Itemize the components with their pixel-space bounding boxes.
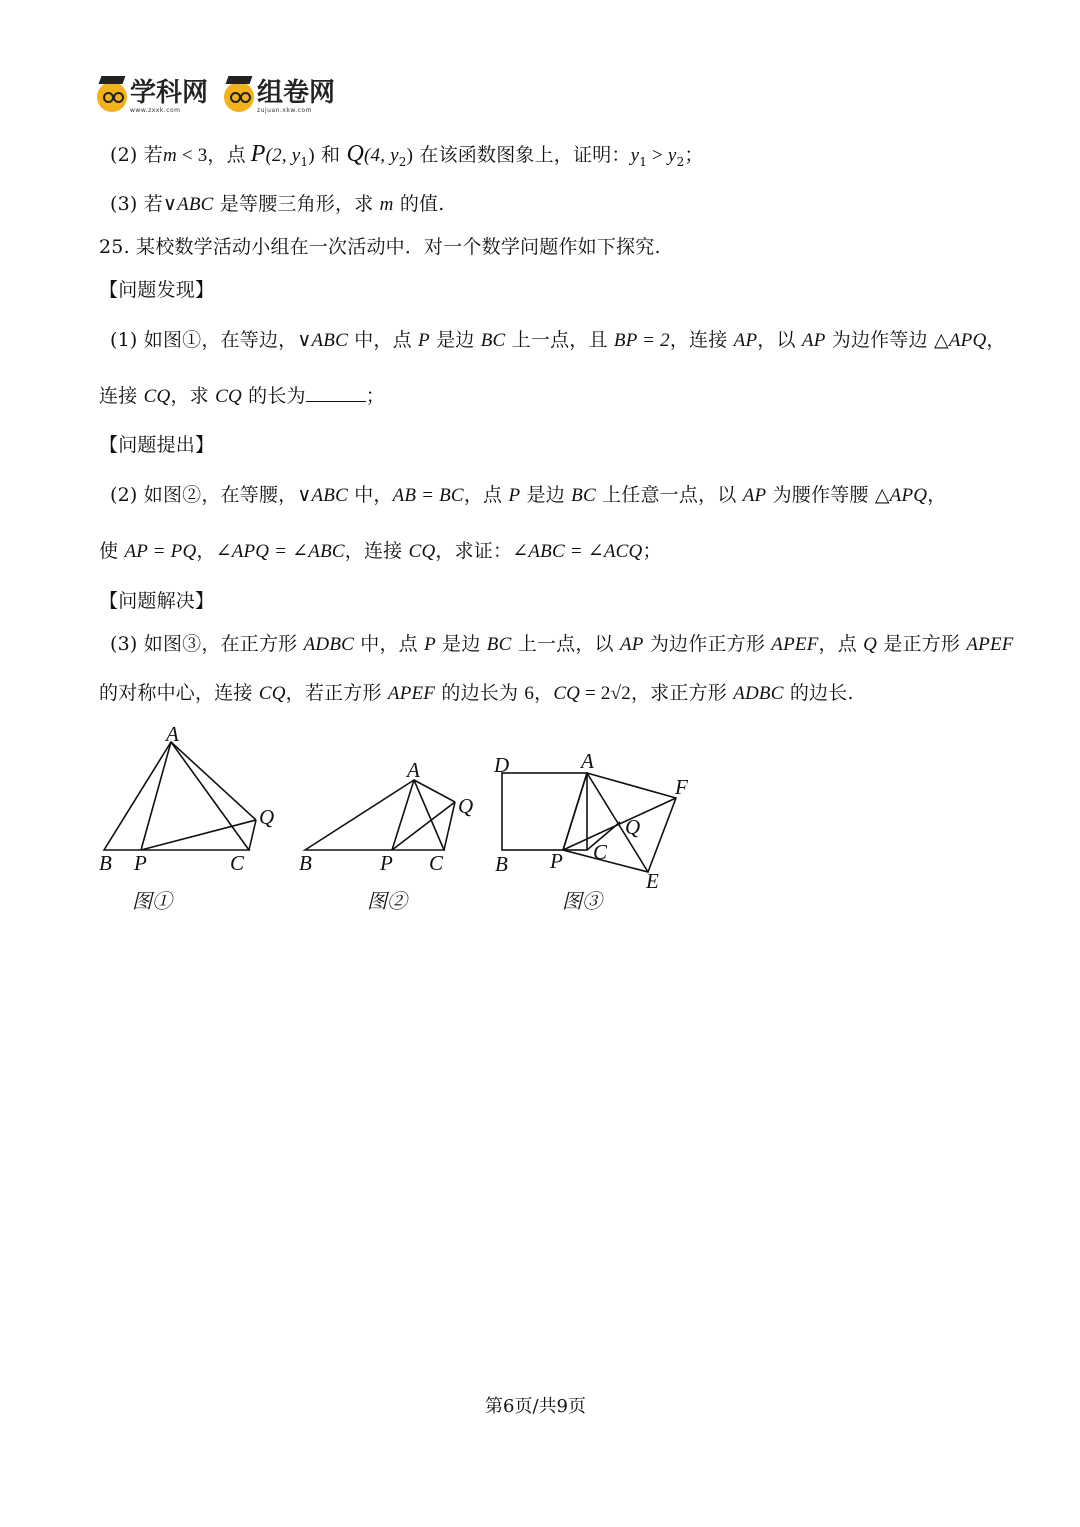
fig3-label-p: P [550,849,563,873]
fig3-label-q: Q [625,815,641,839]
section-heading-proposal: 【问题提出】 [99,434,215,456]
q25-intro: 25. 某校数学活动小组在一次活动中．对一个数学问题作如下探究. [99,236,661,258]
q25-part2-line1: (2) 如图②，在等腰，∨ABC 中，AB = BC，点 P 是边 BC 上任意一点，以 AP 为腰作等腰 △APQ， [110,484,947,506]
q24-part3: (3) 若∨ABC 是等腰三角形，求 m 的值. [110,193,445,215]
fig3-label-e: E [646,869,659,893]
fig2-label-p: P [380,851,393,875]
fig3-label-a: A [581,749,594,773]
q25-part1-line1: (1) 如图①，在等边，∨ABC 中，点 P 是边 BC 上一点，且 BP = 2，连接 AP，以 AP 为边作等边 △APQ， [110,329,1006,351]
figure-1 [104,742,256,850]
q24-part2: (2) 若m < 3，点 P(2, $y_1$) 和 Q(4, $y_2$) 在该函数图象上，证明：$y_1 > y_2$； [110,141,704,169]
fig2-label-c: C [429,851,444,875]
mascot-icon [224,82,254,112]
fig3-label-b: B [495,852,508,876]
q25-part1-line2: 连接 CQ，求 CQ 的长为 ； [99,385,385,407]
mascot-icon [97,82,127,112]
section-heading-solution: 【问题解决】 [99,590,215,612]
figure-2 [305,780,455,850]
logo-url: www.zxxk.com [130,107,181,114]
header-logos [97,80,335,114]
logo-xueke [97,80,208,114]
q25-part2-line2: 使 AP = PQ，∠APQ = ∠ABC，连接 CQ，求证：∠ABC = ∠ACQ； [99,540,662,562]
fig1-label-q: Q [259,805,275,829]
logo-zujuan [224,80,335,114]
page-number: 第6页/共9页 [485,1396,586,1417]
fig2-label-q: Q [458,794,474,818]
fig1-label-b: B [99,851,112,875]
fig1-label-a: A [166,722,179,746]
figure-3 [502,773,676,872]
fig2-label-b: B [299,851,312,875]
q25-part3-line2: 的对称中心，连接 CQ，若正方形 APEF 的边长为 6，CQ = 2√2，求正方形 ADBC 的边长. [99,682,854,704]
fig1-label-p: P [134,851,147,875]
fig3-caption: 图③ [562,889,602,913]
fig1-label-c: C [230,851,245,875]
fig3-label-f: F [675,775,688,799]
fig1-caption: 图① [132,889,172,913]
fig2-label-a: A [407,758,420,782]
answer-blank[interactable] [306,385,366,402]
logo-url: zujuan.xkw.com [257,107,312,114]
section-heading-discovery: 【问题发现】 [99,279,215,301]
figures [0,700,1080,930]
q25-part3-line1: (3) 如图③，在正方形 ADBC 中，点 P 是边 BC 上一点，以 AP 为边作正方形 APEF，点 Q 是正方形 APEF [110,633,1014,655]
fig2-caption: 图② [367,889,407,913]
fig3-label-d: D [494,753,510,777]
logo-name: 学科网 [130,78,209,108]
logo-name: 组卷网 [257,78,336,108]
fig3-label-c: C [593,840,608,864]
